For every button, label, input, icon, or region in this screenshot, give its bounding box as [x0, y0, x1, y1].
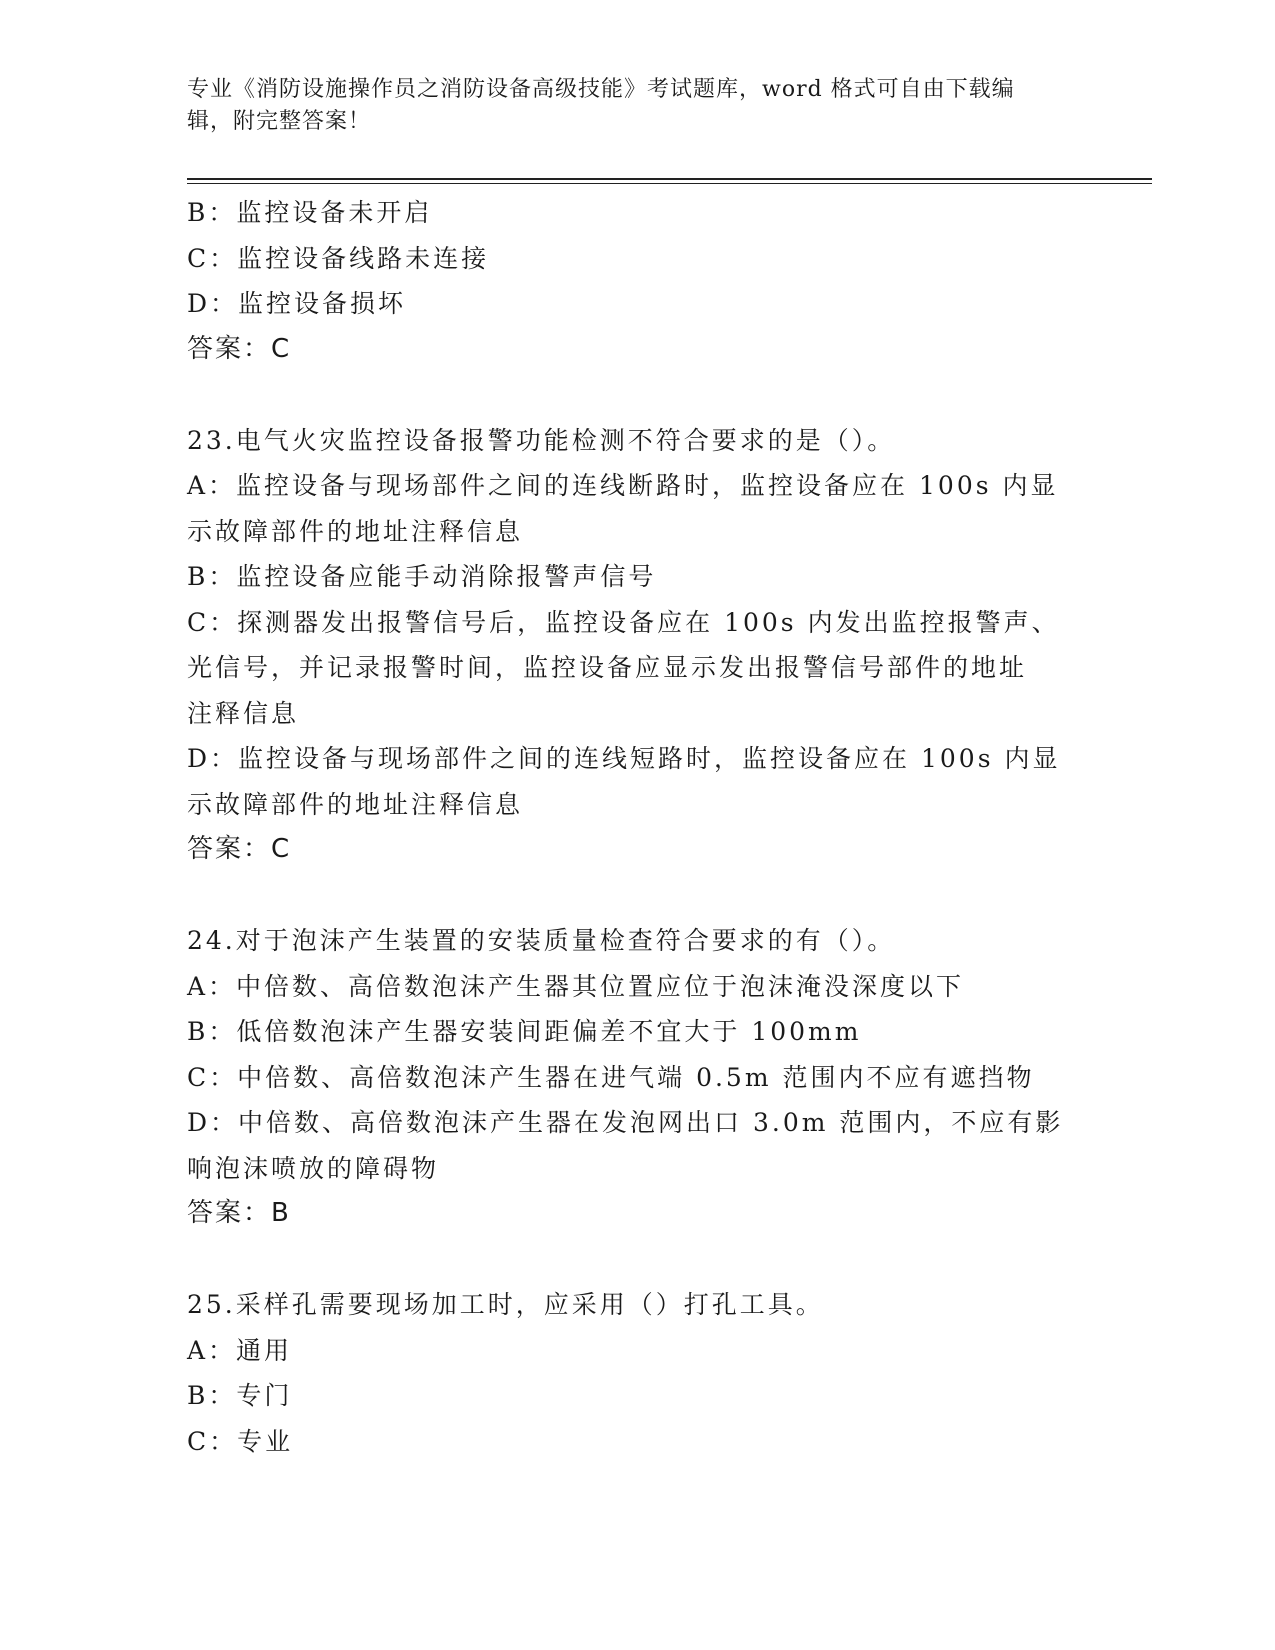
question-23: [187, 418, 1067, 873]
option-b: B：低倍数泡沫产生器安装间距偏差不宜大于 100mm: [187, 1017, 862, 1046]
option-c: C：中倍数、高倍数泡沫产生器在进气端 0.5m 范围内不应有遮挡物: [187, 1062, 1035, 1092]
spacer: [187, 372, 1067, 418]
option-c-cont: 光信号，并记录报警时间，监控设备应显示发出报警信号部件的地址: [187, 653, 1028, 682]
header-rule-thin: [187, 183, 1152, 184]
question-stem: 24.对于泡沫产生装置的安装质量检查符合要求的有（）。: [187, 926, 896, 955]
answer: 答案：C: [187, 834, 292, 864]
option-d: D：监控设备与现场部件之间的连线短路时，监控设备应在 100s 内显: [187, 744, 1061, 773]
answer: 答案：B: [187, 1198, 291, 1228]
option-d: D：中倍数、高倍数泡沫产生器在发泡网出口 3.0m 范围内，不应有影: [187, 1108, 1064, 1137]
option-c: C：专业: [187, 1426, 294, 1456]
option-b: B：监控设备应能手动消除报警声信号: [187, 562, 657, 591]
answer: 答案：C: [187, 333, 292, 364]
option-a: A：监控设备与现场部件之间的连线断路时，监控设备应在 100s 内显: [187, 471, 1059, 500]
option-a: A：通用: [187, 1335, 293, 1365]
option-a: A：中倍数、高倍数泡沫产生器其位置应位于泡沫淹没深度以下: [187, 971, 965, 1001]
option-d-cont: 响泡沫喷放的障碍物: [187, 1153, 440, 1183]
option-b: B：监控设备未开启: [187, 198, 433, 227]
question-stem: 25.采样孔需要现场加工时，应采用（）打孔工具。: [187, 1290, 824, 1319]
option-d-cont: 示故障部件的地址注释信息: [187, 789, 524, 819]
spacer: [187, 1237, 1067, 1283]
question-25: [187, 1282, 1067, 1464]
option-a-cont: 示故障部件的地址注释信息: [187, 516, 524, 546]
option-c: C：探测器发出报警信号后，监控设备应在 100s 内发出监控报警声、: [187, 607, 1060, 637]
option-c: C：监控设备线路未连接: [187, 243, 490, 273]
question-22-tail: [187, 190, 1067, 372]
question-24: [187, 918, 1067, 1237]
document-header: [187, 74, 1067, 138]
option-d: D：监控设备损坏: [187, 289, 407, 318]
option-b: B：专门: [187, 1381, 293, 1410]
question-stem: 23.电气火灾监控设备报警功能检测不符合要求的是（）。: [187, 425, 896, 455]
option-c-cont: 注释信息: [187, 698, 300, 728]
question-content: [187, 190, 1067, 1464]
header-rule-thick: [187, 178, 1152, 180]
header-line-2: 辑，附完整答案！: [187, 109, 372, 134]
header-line-1: 专业《消防设施操作员之消防设备高级技能》考试题库，word 格式可自由下载编: [187, 77, 1015, 102]
spacer: [187, 873, 1067, 919]
